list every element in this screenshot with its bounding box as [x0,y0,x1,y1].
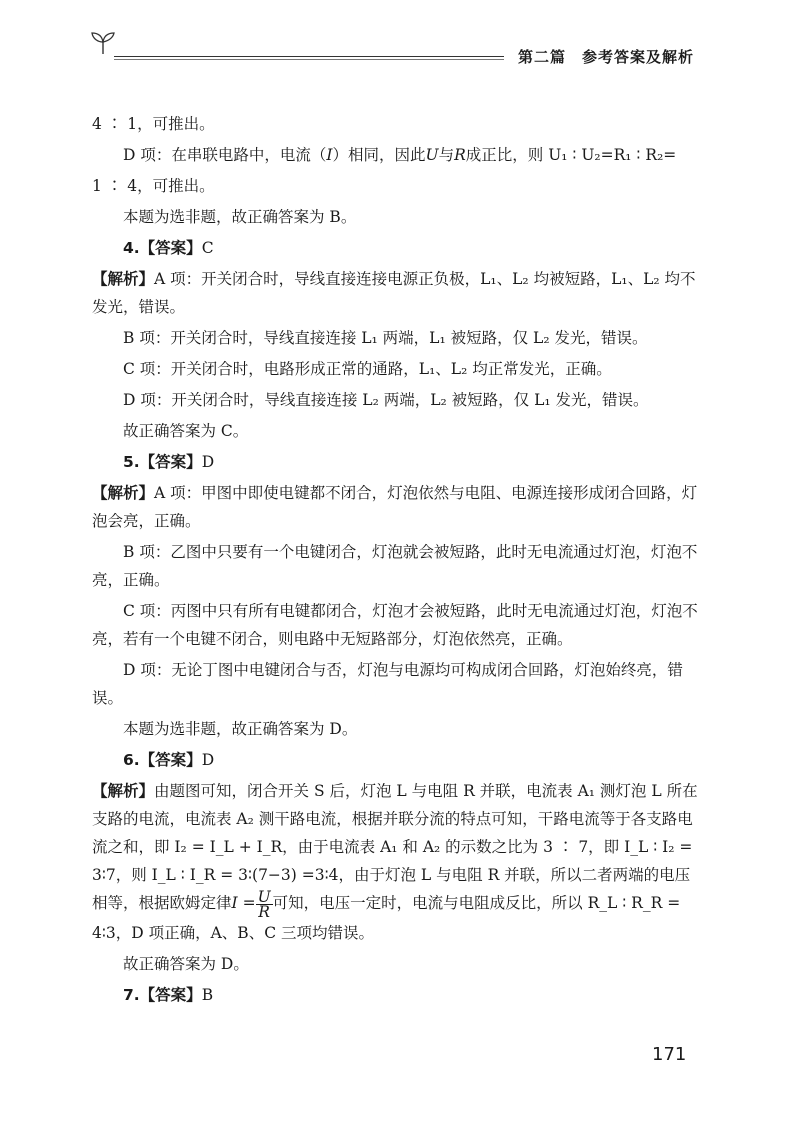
paragraph: B 项：乙图中只要有一个电键闭合，灯泡就会被短路，此时无电流通过灯泡，灯泡不亮，正确。 [92,543,698,589]
ohm-law-lhs: I = [231,894,256,912]
answer-heading: 6.【答案】D [123,751,215,769]
page-header [90,26,700,66]
header-rule-thin [114,59,504,60]
paragraph: C 项：丙图中只有所有电键都闭合，灯泡才会被短路，此时无电流通过灯泡，灯泡不亮，若有一个电键不闭合，则电路中无短路部分，灯泡依然亮，正确。 [92,602,698,648]
sprout-icon [90,30,116,56]
ohm-law-fraction: $\frac{U}{R}$ [257,887,271,921]
analysis-paragraph: 【解析】A 项：甲图中即使电键都不闭合，灯泡依然与电阻、电源连接形成闭合回路，灯泡会亮，正确。 [92,484,698,530]
paragraph: C 项：开关闭合时，电路形成正常的通路，L₁、L₂ 均正常发光，正确。 [123,360,612,378]
answer-heading: 7.【答案】B [123,985,214,1004]
paragraph: 4 ∶ 1，可推出。 [92,115,215,133]
paragraph: 本题为选非题，故正确答案为 D。 [123,720,358,738]
paragraph: 故正确答案为 C。 [123,422,249,440]
page-number: 171 [652,1044,687,1065]
analysis-paragraph: 【解析】A 项：开关闭合时，导线直接连接电源正负极，L₁、L₂ 均被短路，L₁、L₂ 均不发光，错误。 [92,270,696,316]
analysis-paragraph: 【解析】由题图可知，闭合开关 S 后，灯泡 L 与电阻 R 并联，电流表 A₁ 测灯泡 L 所在支路的电流，电流表 A₂ 测干路电流，根据并联分流的特点可知，干路电流等于各支路电流之和，即 I₂ = I_L + I_R，由于电流表 A₁ 和 A₂ 的示数之比为 3 ∶ 7，即 I_L ∶ I₂ = 3∶7，则 I_L ∶ I_R = 3∶(7−3) =3∶4，由于灯泡 L 与电阻 R 并联，所以二者两端的电压相等，根据欧姆定律I = $\frac{U}{R}$ 可知，电压一定时，电流与电阻成反比，所以 R_L ∶ R_R = 4∶3，D 项正确，A、B、C 三项均错误。 [92,782,698,942]
paragraph: 故正确答案为 D。 [123,954,249,973]
paragraph: 1 ∶ 4，可推出。 [92,177,215,195]
paragraph: D 项：开关闭合时，导线直接连接 L₂ 两端，L₂ 被短路，仅 L₁ 发光，错误。 [123,391,649,409]
page-content [92,110,700,1012]
header-rule [114,56,504,57]
paragraph: B 项：开关闭合时，导线直接连接 L₁ 两端，L₁ 被短路，仅 L₂ 发光，错误。 [123,329,648,347]
paragraph: 本题为选非题，故正确答案为 B。 [123,208,357,226]
header-title: 第二篇 参考答案及解析 [517,48,694,66]
answer-heading: 5.【答案】D [123,453,215,471]
answer-heading: 4.【答案】C [123,239,214,257]
paragraph: D 项：在串联电路中，电流（I）相同，因此U与R成正比，则 U₁ ∶ U₂=R₁ ∶ R₂= [123,146,677,164]
paragraph: D 项：无论丁图中电键闭合与否，灯泡与电源均可构成闭合回路，灯泡始终亮，错误。 [92,661,683,707]
